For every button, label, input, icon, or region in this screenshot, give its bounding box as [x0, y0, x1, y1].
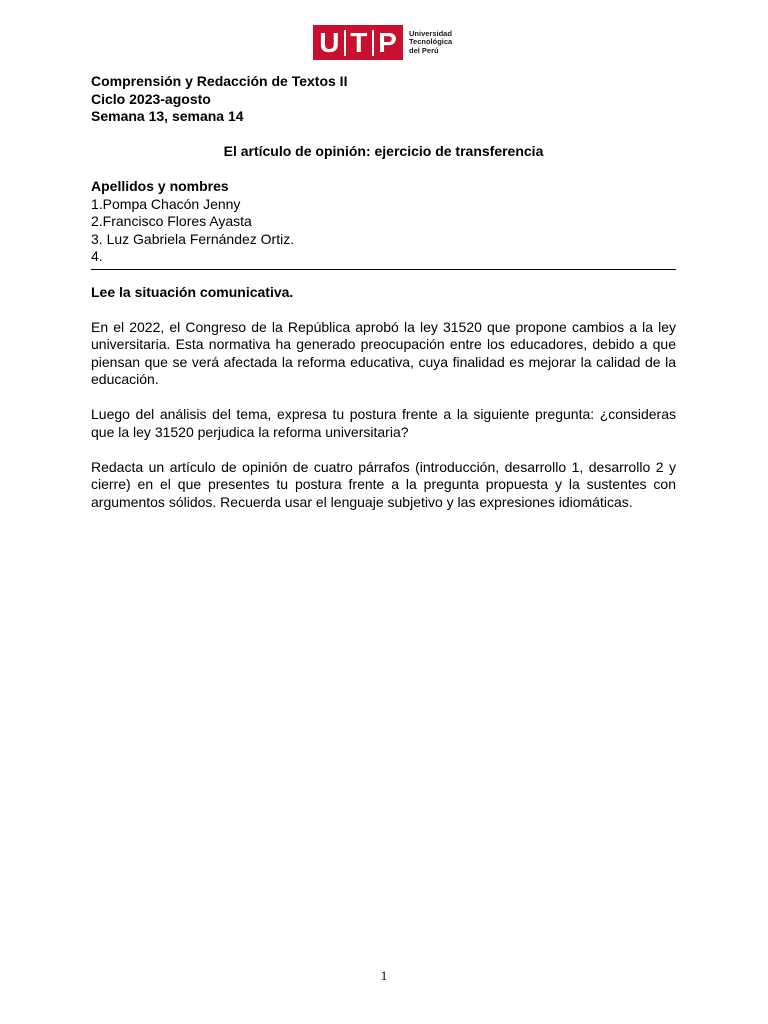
logo-letter-t: T	[350, 27, 368, 58]
logo-wordmark	[409, 30, 452, 56]
week: Semana 13, semana 14	[91, 108, 244, 124]
logo-text-line: del Perú	[409, 45, 439, 55]
utp-logo	[313, 25, 452, 60]
student-name: 3. Luz Gabriela Fernández Ortiz.	[91, 230, 295, 247]
situation-heading: Lee la situación comunicativa.	[91, 283, 294, 300]
student-name: 2.Francisco Flores Ayasta	[91, 213, 252, 229]
cycle: Ciclo 2023-agosto	[91, 90, 211, 107]
logo-letter-u: U	[319, 27, 340, 58]
students-label: Apellidos y nombres	[91, 178, 229, 194]
page-number: 1	[380, 968, 388, 983]
document-body	[91, 73, 676, 511]
situation-paragraph: En el 2022, el Congreso de la República aprobó la ley 31520 que propone cambios a la ley universitaria. Esta normativa ha generado preocupación entre los educadores, debido a que piensan que se verá afectada la reforma educativa, cuya finalidad es mejorar la calidad de la educación.	[91, 318, 676, 387]
logo-divider	[372, 30, 374, 56]
document-title: El artículo de opinión: ejercicio de transferencia	[223, 143, 544, 159]
logo-letter-p: P	[378, 27, 397, 58]
utp-logo-mark	[313, 25, 403, 60]
logo-divider	[344, 30, 346, 56]
student-name: 1.Pompa Chacón Jenny	[91, 195, 241, 212]
instructions-paragraph: Redacta un artículo de opinión de cuatro párrafos (introducción, desarrollo 1, desarrollo 2 y cierre) en el que presentes tu postura frente a la pregunta propuesta y la sustentes con argumentos sólidos. Recuerda usar el lenguaje subjetivo y las expresiones idiomáticas.	[91, 458, 676, 510]
logo-text-line: Universidad	[409, 28, 452, 38]
logo-text-line: Tecnológica	[409, 37, 453, 47]
course-name: Comprensión y Redacción de Textos II	[91, 73, 348, 89]
question-paragraph: Luego del análisis del tema, expresa tu postura frente a la siguiente pregunta: ¿consideras que la ley 31520 perjudica la reforma universitaria?	[91, 406, 676, 440]
student-name: 4.	[91, 248, 103, 264]
